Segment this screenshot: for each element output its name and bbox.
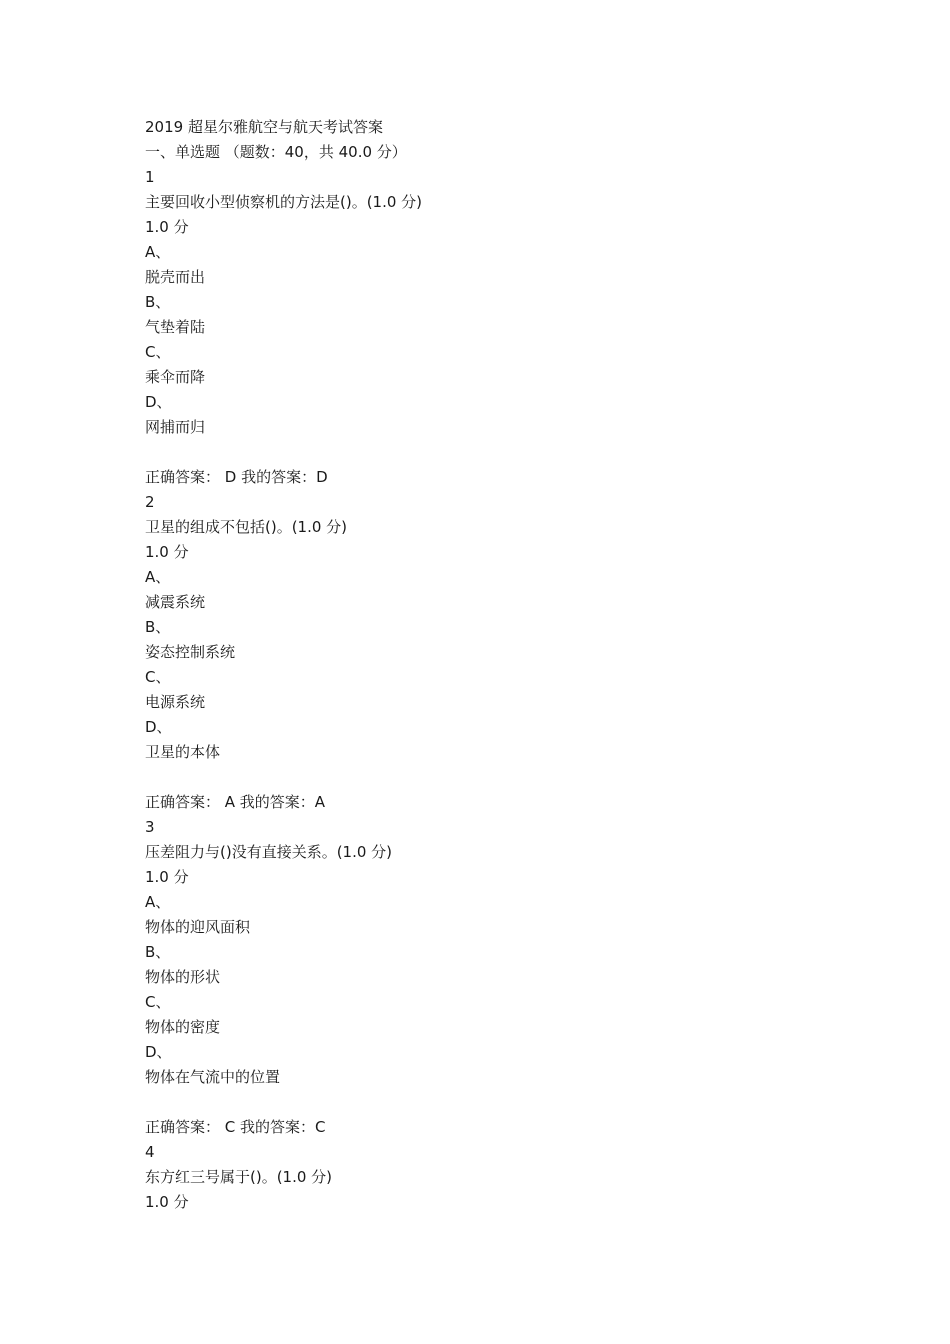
option-text: 姿态控制系统	[145, 643, 236, 661]
question-stem: 卫星的组成不包括()。(1.0 分)	[145, 518, 348, 536]
question-block	[145, 815, 845, 1140]
option-text: 物体在气流中的位置	[145, 1068, 281, 1086]
question-number: 3	[145, 818, 155, 836]
option-letter: B、	[145, 618, 171, 636]
spacer	[145, 440, 845, 465]
question-score: 1.0 分	[145, 543, 189, 561]
option-letter: A、	[145, 243, 171, 261]
question-stem: 主要回收小型侦察机的方法是()。(1.0 分)	[145, 193, 423, 211]
answer-line: 正确答案： D 我的答案：D	[145, 468, 328, 486]
option-text: 电源系统	[145, 693, 206, 711]
question-score: 1.0 分	[145, 1193, 189, 1211]
option-letter: A、	[145, 568, 171, 586]
option-letter: C、	[145, 343, 171, 361]
question-block	[145, 1140, 845, 1215]
option-letter: D、	[145, 393, 172, 411]
option-text: 卫星的本体	[145, 743, 221, 761]
document-page	[145, 115, 845, 1215]
option-letter: D、	[145, 1043, 172, 1061]
section-heading: 一、单选题 （题数：40，共 40.0 分）	[145, 143, 407, 161]
question-number: 1	[145, 168, 155, 186]
option-letter: B、	[145, 293, 171, 311]
question-number: 4	[145, 1143, 155, 1161]
question-stem: 压差阻力与()没有直接关系。(1.0 分)	[145, 843, 393, 861]
option-text: 物体的迎风面积	[145, 918, 251, 936]
question-block	[145, 490, 845, 815]
question-block	[145, 165, 845, 490]
option-text: 物体的密度	[145, 1018, 221, 1036]
option-text: 气垫着陆	[145, 318, 206, 336]
spacer	[145, 765, 845, 790]
option-text: 减震系统	[145, 593, 206, 611]
option-letter: B、	[145, 943, 171, 961]
option-text: 乘伞而降	[145, 368, 206, 386]
option-letter: C、	[145, 993, 171, 1011]
spacer	[145, 1090, 845, 1115]
question-score: 1.0 分	[145, 868, 189, 886]
question-stem: 东方红三号属于()。(1.0 分)	[145, 1168, 333, 1186]
document-title: 2019 超星尔雅航空与航天考试答案	[145, 118, 383, 136]
option-letter: A、	[145, 893, 171, 911]
option-text: 物体的形状	[145, 968, 221, 986]
option-text: 脱壳而出	[145, 268, 206, 286]
answer-line: 正确答案： A 我的答案：A	[145, 793, 326, 811]
option-text: 网捕而归	[145, 418, 206, 436]
option-letter: D、	[145, 718, 172, 736]
answer-line: 正确答案： C 我的答案：C	[145, 1118, 326, 1136]
option-letter: C、	[145, 668, 171, 686]
question-score: 1.0 分	[145, 218, 189, 236]
question-number: 2	[145, 493, 155, 511]
